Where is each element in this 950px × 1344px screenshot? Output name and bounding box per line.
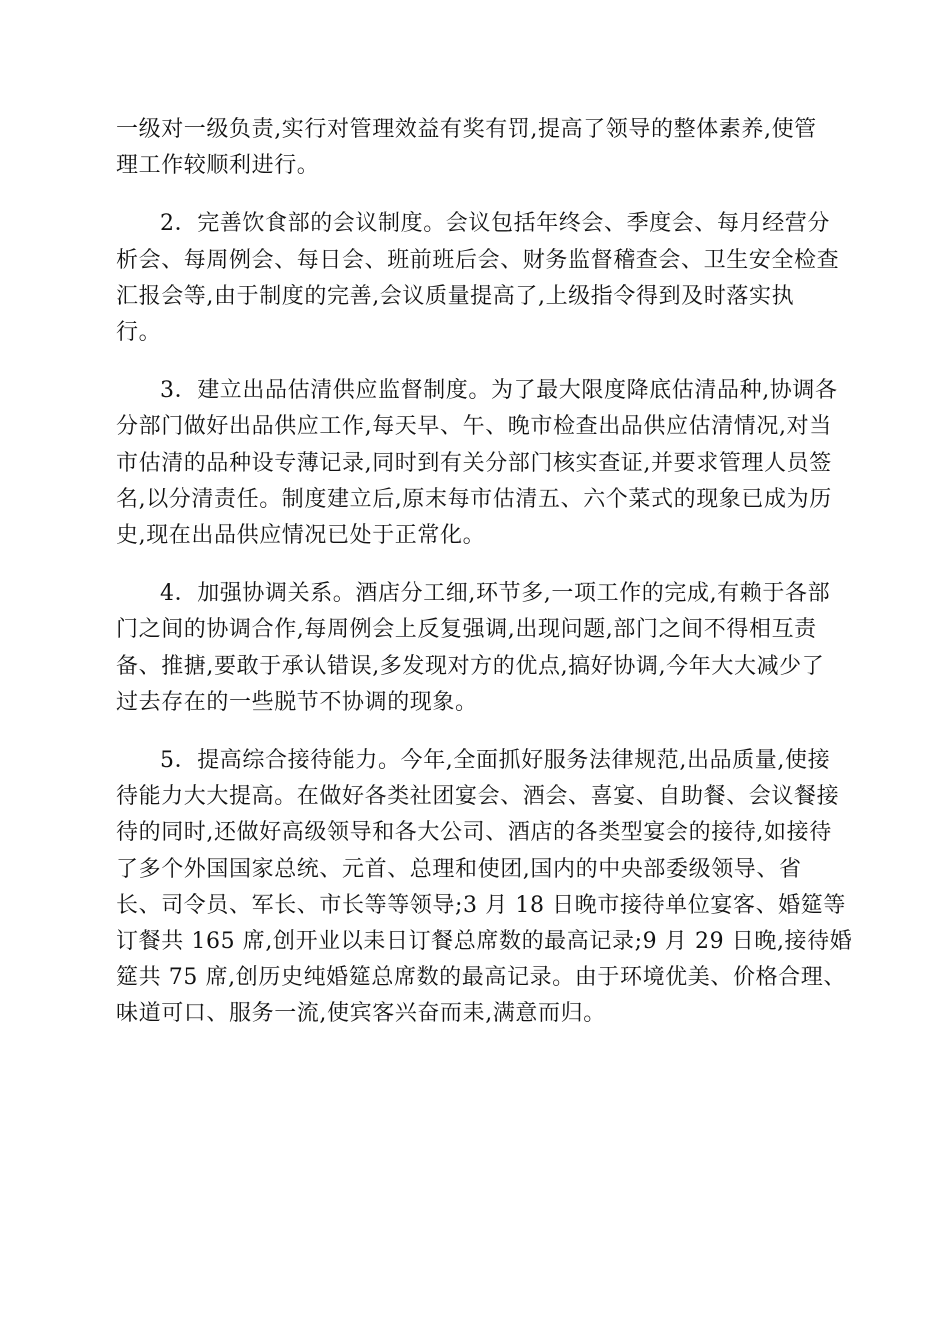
paragraph-line: 一级对一级负责,实行对管理效益有奖有罚,提高了领导的整体素养,使管 xyxy=(116,117,817,142)
paragraph-4 xyxy=(116,576,836,721)
paragraph-line: 订餐共 165 席,创开业以耒日订餐总席数的最高记录;9 月 29 日晚,接待婚 xyxy=(116,929,853,955)
paragraph-line: 长、司令员、军长、市长等等领导;3 月 18 日晚市接待单位宴客、婚筵等 xyxy=(116,892,846,918)
paragraph-3 xyxy=(116,373,836,554)
paragraph-line: 味道可口、服务一流,使宾客兴奋而耒,满意而归。 xyxy=(116,1001,606,1027)
paragraph-line: 筵共 75 席,创历史纯婚筵总席数的最高记录。由于环境优美、价格合理、 xyxy=(116,965,846,991)
paragraph-line: 5．提高综合接待能力。今年,全面抓好服务法律规范,出品质量,使接 xyxy=(160,748,831,774)
paragraph-line: 析会、每周例会、每日会、班前班后会、财务监督稽查会、卫生安全检查 xyxy=(116,247,840,273)
paragraph-5 xyxy=(116,743,853,1033)
paragraph-1 xyxy=(116,112,836,184)
paragraph-line: 待能力大大提高。在做好各类社团宴会、酒会、喜宴、自助餐、会议餐接 xyxy=(116,784,840,810)
paragraph-line: 汇报会等,由于制度的完善,会议质量提高了,上级指令得到及时落实执 xyxy=(116,283,795,309)
paragraph-line: 2．完善饮食部的会议制度。会议包括年终会、季度会、每月经营分 xyxy=(160,211,830,237)
paragraph-line: 了多个外国国家总统、元首、总理和使团,国内的中央部委级领导、省 xyxy=(116,856,802,882)
paragraph-line: 4．加强协调关系。酒店分工细,环节多,一项工作的完成,有赖于各部 xyxy=(160,581,831,607)
paragraph-line: 名,以分清责任。制度建立后,原末每市估清五、六个菜式的现象已成为历 xyxy=(116,486,832,512)
paragraph-line: 待的同时,还做好高级领导和各大公司、酒店的各类型宴会的接待,如接待 xyxy=(116,820,832,846)
document-body xyxy=(116,112,853,1055)
paragraph-2 xyxy=(116,206,840,351)
paragraph-line: 史,现在出品供应情况已处于正常化。 xyxy=(116,523,486,549)
paragraph-line: 门之间的协调合作,每周例会上反复强调,出现问题,部门之间不得相互责 xyxy=(116,617,817,643)
paragraph-line: 3．建立出品估清供应监督制度。为了最大限度降底估清品种,协调各 xyxy=(160,378,838,404)
paragraph-line: 理工作较顺利进行。 xyxy=(116,153,320,179)
paragraph-line: 分部门做好出品供应工作,每天早、午、晚市检查出品供应估清情况,对当 xyxy=(116,414,832,440)
paragraph-line: 行。 xyxy=(116,320,162,346)
paragraph-line: 备、推搪,要敢于承认错误,多发现对方的优点,搞好协调,今年大大减少了 xyxy=(116,653,825,679)
paragraph-line: 市估清的品种设专薄记录,同时到有关分部门核实查证,并要求管理人员签 xyxy=(116,450,832,476)
paragraph-line: 过去存在的一些脱节不协调的现象。 xyxy=(116,689,478,715)
